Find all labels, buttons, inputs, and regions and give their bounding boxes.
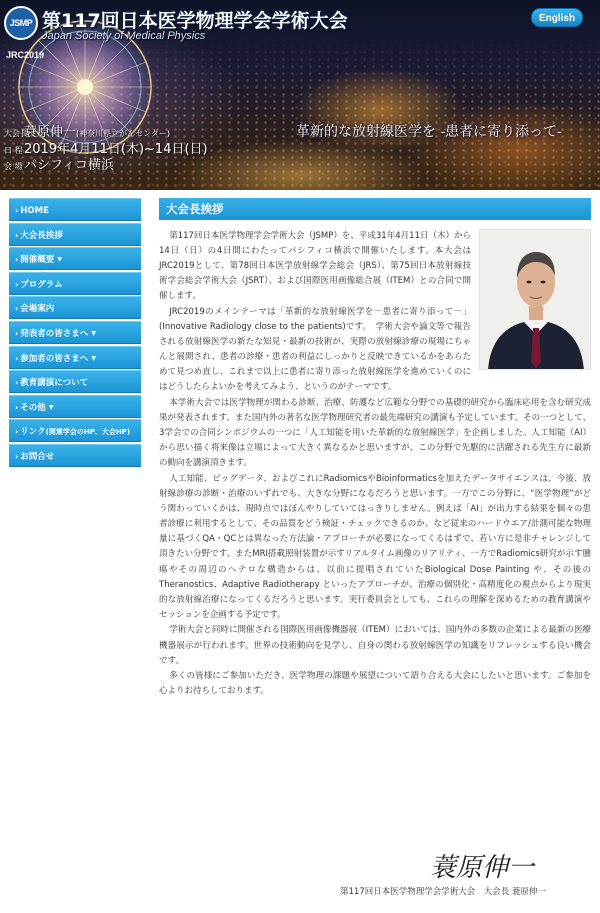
- sidebar-item-label: 開催概要: [20, 255, 55, 266]
- section-title: 大会長挨拶: [159, 198, 591, 220]
- president-affiliation: (神奈川県立がんセンター): [76, 129, 170, 138]
- sidebar-item-other[interactable]: [9, 395, 141, 418]
- greeting-body: [159, 229, 591, 699]
- chevron-right-icon: ›: [15, 353, 19, 363]
- president-photo: [479, 229, 591, 370]
- sidebar-item-education[interactable]: [9, 370, 141, 393]
- jsmp-logo[interactable]: JSMP: [4, 6, 38, 40]
- sidebar-item-home[interactable]: [9, 198, 141, 221]
- sidebar-item-label: お問合せ: [20, 451, 55, 462]
- sidebar-item-label: 発表者の皆さまへ: [20, 328, 89, 339]
- venue-value: パシフィコ横浜: [24, 158, 114, 173]
- sidebar-item-presenters[interactable]: [9, 321, 141, 344]
- president-name: 蓑原伸一: [24, 125, 77, 140]
- sidebar-item-label: 会場案内: [20, 304, 55, 315]
- sidebar-item-label: その他: [20, 402, 46, 413]
- sidebar-nav: [9, 198, 141, 469]
- conference-code: JRC2019: [6, 50, 45, 60]
- chevron-right-icon: ›: [15, 255, 19, 265]
- sidebar-item-label: 教育講演について: [20, 378, 89, 389]
- sidebar-item-links[interactable]: [9, 419, 141, 442]
- caret-down-icon: ▼: [48, 403, 54, 411]
- chevron-right-icon: ›: [15, 427, 19, 437]
- chevron-right-icon: ›: [15, 304, 19, 314]
- caret-down-icon: ▼: [57, 256, 62, 264]
- chevron-right-icon: ›: [15, 402, 19, 412]
- caret-down-icon: ▼: [91, 354, 96, 362]
- site-subtitle: Japan Society of Medical Physics: [42, 30, 206, 42]
- sidebar-item-participants[interactable]: [9, 346, 141, 369]
- main-content: [159, 198, 591, 700]
- signature-text: 蓑原伸一: [430, 853, 535, 883]
- greeting-paragraph-3: 本学術大会では医学物理が関わる診断、治療、防護など広範な分野での基礎的研究から臨床応用を含む研究成果が発表されます。また国内外の著名な医学物理研究者の最先端研究の講演も予定しています。その一つとして、3学会での合同シンポジウムの一つに「人工知能を用いた革新的な放射線医学」を企画しました。人工知能（AI）から思い描く将来像は立場によって大きく異なるかと思いますが、この分野で先駆的に活躍される先生方に最新の動向を講演頂きます。: [159, 398, 591, 469]
- sidebar-item-program[interactable]: [9, 272, 141, 295]
- sidebar-item-label: HOME: [20, 206, 49, 216]
- header-banner: [0, 0, 600, 190]
- sidebar-item-label: プログラム: [20, 279, 63, 290]
- president-portrait: [480, 230, 591, 370]
- chevron-right-icon: ›: [15, 328, 19, 338]
- dates-value: 2019年4月11日(木)~14日(日): [24, 142, 208, 157]
- handwritten-signature: [428, 846, 558, 886]
- theme-banner: 革新的な放射線医学を -患者に寄り添って-: [296, 124, 562, 140]
- venue-key: 会 場: [4, 162, 23, 171]
- sidebar-item-overview[interactable]: [9, 247, 141, 270]
- sidebar-item-label: 参加者の皆さまへ: [20, 353, 89, 364]
- dates-key: 日 程: [4, 146, 23, 155]
- caret-down-icon: ▼: [91, 329, 96, 337]
- greeting-paragraph-1: 第117回日本医学物理学会学術大会（JSMP）を、平成31年4月11日（木）から14日（日）の4日間にわたってパシフィコ横浜で開催いたします。本大会はJRC2019として、第78回日本医学放射線学会総会（JRS）、第75回日本放射線技術学会総会学術大会（JSRT）、および国際医用画像総合展（ITEM）との合同で開催します。: [159, 231, 471, 302]
- sidebar-item-greeting[interactable]: [9, 223, 141, 246]
- sidebar-item-venue[interactable]: [9, 296, 141, 319]
- sidebar-item-sublabel: (関連学会のHP、大会HP): [45, 428, 131, 437]
- president-key: 大会長: [4, 129, 28, 138]
- chevron-right-icon: ›: [15, 206, 19, 215]
- chevron-right-icon: ›: [15, 378, 19, 388]
- chevron-right-icon: ›: [15, 279, 19, 289]
- sidebar-item-label: 大会長挨拶: [20, 230, 63, 241]
- site-title[interactable]: 第117回日本医学物理学会学術大会: [42, 10, 348, 32]
- signature-line: 第117回日本医学物理学会学術大会 大会長 蓑原伸一: [340, 887, 546, 897]
- chevron-right-icon: ›: [15, 451, 19, 461]
- english-button[interactable]: English: [531, 8, 583, 27]
- greeting-paragraph-2: JRC2019のメインテーマは「革新的な放射線医学を－患者に寄り添って－」(Innovative Radiology close to the patients)です。 学術大会や論文等で報告される放射線医学の新たな知見・最新の技術が、実際の放射線診療の現場にちゃんと展開され、患者の診療・患者の利益にしっかりと反映できているかをあらためて見つめ直し、これまで以上に患者に寄り添った放射線医学を進めていくのにはどうしたらよいかを考えてみよう、というのがテーマです。: [159, 306, 471, 393]
- chevron-right-icon: ›: [15, 230, 19, 240]
- greeting-paragraph-6: 多くの皆様にご参加いただき、医学物理の課題や展望について語り合える大会にしたいと思います。ご参加を心よりお待ちしております。: [159, 671, 591, 697]
- greeting-paragraph-4: 人工知能、ビッグデータ、およびこれにRadiomicsやBioinformaticsを加えたデータサイエンスは、今後、放射線診療の診断・治療のいずれでも、大きな分野になるだろうと思います。一方でこの分野に、“医学物理”がどう関わっていくかは、現時点ではぼんやりしていてはっきりしません。例えば「AI」が出力する結果を個々の患者診療に利用するとして、その品質をどう検証・チェックできるのか、など従来のハードウエア/計測可能な物理量に基づくQA・QCとは異なった方法論・アプローチが必要になってくるはずで、若い方に是非チャレンジして頂きたい分野です。またMRI搭載照射装置が示すリアルタイム画像のリアリティ、一方でRadiomics研究が示す腫瘍やその周辺のヘテロな構造からは、以前に提唱されていたBiological Dose Painting や、その後のTheranostics、Adaptive Radiotherapy といったアプローチが、治療の個別化・高精度化の視点からより現実的な放射線治療になってくるだろうと思います。実行委員会としても、これらの理解を深めるための教育講演やセッションを企画する予定です。: [159, 474, 591, 620]
- sidebar-item-label: リンク: [20, 427, 46, 438]
- sidebar-item-contact[interactable]: [9, 444, 141, 467]
- greeting-paragraph-5: 学術大会と同時に開催される国際医用画像機器展（ITEM）においては、国内外の多数の企業による最新の医療機器展示が行われます。世界の技術動向を見学し、自身の関わる放射線医学の知識をリフレッシュする良い機会です。: [159, 625, 591, 666]
- venue-info: [4, 154, 114, 173]
